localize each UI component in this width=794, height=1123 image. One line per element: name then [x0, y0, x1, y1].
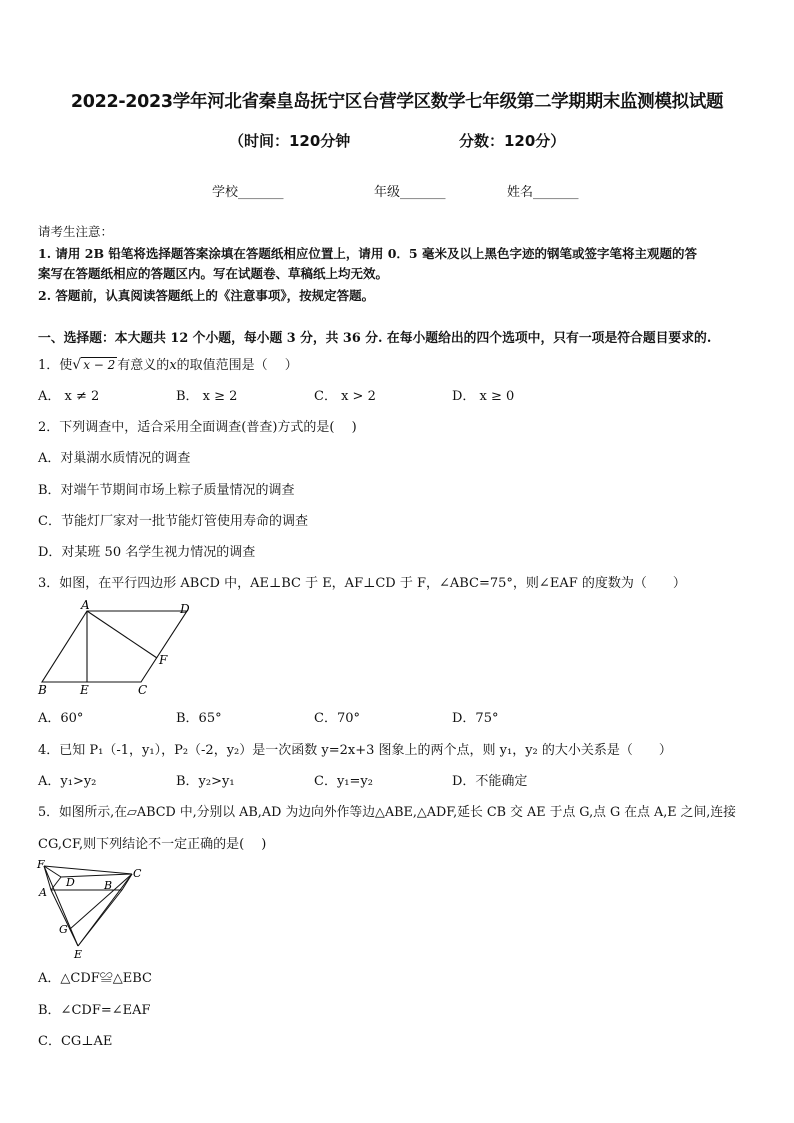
q3-label-b: B: [38, 683, 47, 696]
q2-option-d[interactable]: D．对某班 50 名学生视力情况的调查: [38, 545, 256, 560]
q5-option-c[interactable]: C．CG⊥AE: [38, 1034, 113, 1049]
q5-label-c: C: [133, 867, 142, 880]
q2-option-b[interactable]: B．对端午节期间市场上粽子质量情况的调查: [38, 483, 295, 498]
question-5-stem-line-2: CG,CF,则下列结论不一定正确的是( ): [38, 837, 267, 852]
q5-segment-fc: [44, 866, 132, 874]
q4-option-d[interactable]: D．不能确定: [452, 774, 528, 789]
exam-title: 2022-2023学年河北省秦皇岛抚宁区台营学区数学七年级第二学期期末监测模拟试题: [70, 92, 724, 112]
q1-var: x: [169, 358, 177, 373]
q1-option-d[interactable]: D． x ≥ 0: [452, 389, 515, 404]
q1-option-c[interactable]: C． x > 2: [314, 389, 376, 404]
q4-option-b[interactable]: B．y₂>y₁: [176, 774, 235, 789]
q5-label-g: G: [59, 923, 68, 936]
q3-option-c[interactable]: C．70°: [314, 711, 360, 726]
q3-segment-af: [87, 611, 157, 658]
question-2-stem: 2．下列调查中，适合采用全面调查(普查)方式的是( ): [38, 420, 357, 435]
q1-post: 的取值范围是（ ）: [176, 358, 298, 373]
q5-label-d: D: [66, 876, 75, 889]
question-5-stem-line-1: 5．如图所示,在▱ABCD 中,分别以 AB,AD 为边向外作等边△ABE,△ADF,延长 CB 交 AE 于点 G,点 G 在点 A,E 之间,连接: [38, 805, 736, 820]
school-field: 学校_______: [212, 185, 284, 200]
section-1-heading: 一、选择题：本大题共 12 个小题，每小题 3 分，共 36 分. 在每小题给出的四个选项中，只有一项是符合题目要求的.: [38, 331, 712, 346]
question-3-stem: 3．如图，在平行四边形 ABCD 中，AE⊥BC 于 E，AF⊥CD 于 F，∠ABC=75°，则∠EAF 的度数为（ ）: [38, 576, 686, 591]
q3-option-d[interactable]: D．75°: [452, 711, 499, 726]
q3-label-d: D: [180, 602, 190, 616]
exam-time: （时间：120分钟: [229, 132, 351, 150]
q5-label-e: E: [74, 948, 83, 960]
q2-option-a[interactable]: A．对巢湖水质情况的调查: [38, 451, 191, 466]
q1-radicand: x − 2: [83, 358, 116, 372]
q5-figure: [32, 856, 147, 960]
notice-line-1: 1. 请用 2B 铅笔将选择题答案涂填在答题纸相应位置上，请用 0．5 毫米及以上黑色字迹的钢笔或签字笔将主观题的答: [38, 246, 697, 261]
question-1-stem: [38, 354, 298, 373]
exam-score: 分数：120分）: [459, 132, 566, 150]
q3-label-e: E: [80, 683, 89, 696]
grade-field: 年级_______: [374, 185, 446, 200]
q3-option-b[interactable]: B．65°: [176, 711, 222, 726]
q3-label-c: C: [138, 683, 148, 696]
name-field: 姓名_______: [507, 185, 579, 200]
q5-label-b: B: [104, 879, 113, 892]
notice-line-2: 案写在答题纸相应的答题区内。写在试题卷、草稿纸上均无效。: [38, 266, 389, 281]
q1-option-b[interactable]: B． x ≥ 2: [176, 389, 238, 404]
q1-pre: 1．使: [38, 358, 73, 373]
q5-option-b[interactable]: B．∠CDF=∠EAF: [38, 1003, 151, 1018]
q5-segment-ad: [51, 877, 61, 890]
q3-option-a[interactable]: A．60°: [38, 711, 84, 726]
q1-mid: 有意义的: [117, 358, 170, 373]
notice-heading: 请考生注意：: [38, 224, 114, 239]
q4-option-c[interactable]: C．y₁=y₂: [314, 774, 373, 789]
q5-option-a[interactable]: A．△CDF≌△EBC: [38, 971, 153, 986]
question-4-stem: 4．已知 P₁（-1，y₁），P₂（-2，y₂）是一次函数 y=2x+3 图象上的两个点，则 y₁，y₂ 的大小关系是（ ）: [38, 743, 672, 758]
q3-label-a: A: [81, 598, 90, 612]
q3-parallelogram-figure: [30, 598, 205, 696]
sqrt-icon: √: [72, 357, 82, 373]
notice-line-3: 2. 答题前，认真阅读答题纸上的《注意事项》，按规定答题。: [38, 288, 375, 303]
q3-label-f: F: [159, 653, 168, 667]
q5-label-a: A: [39, 886, 47, 899]
q2-option-c[interactable]: C．节能灯厂家对一批节能灯管使用寿命的调查: [38, 514, 308, 529]
q1-option-a[interactable]: A． x ≠ 2: [38, 389, 100, 404]
q3-parallelogram: [42, 611, 187, 682]
q4-option-a[interactable]: A．y₁>y₂: [38, 774, 97, 789]
q5-label-f: F: [37, 858, 45, 871]
q5-segment-cg: [70, 874, 132, 929]
